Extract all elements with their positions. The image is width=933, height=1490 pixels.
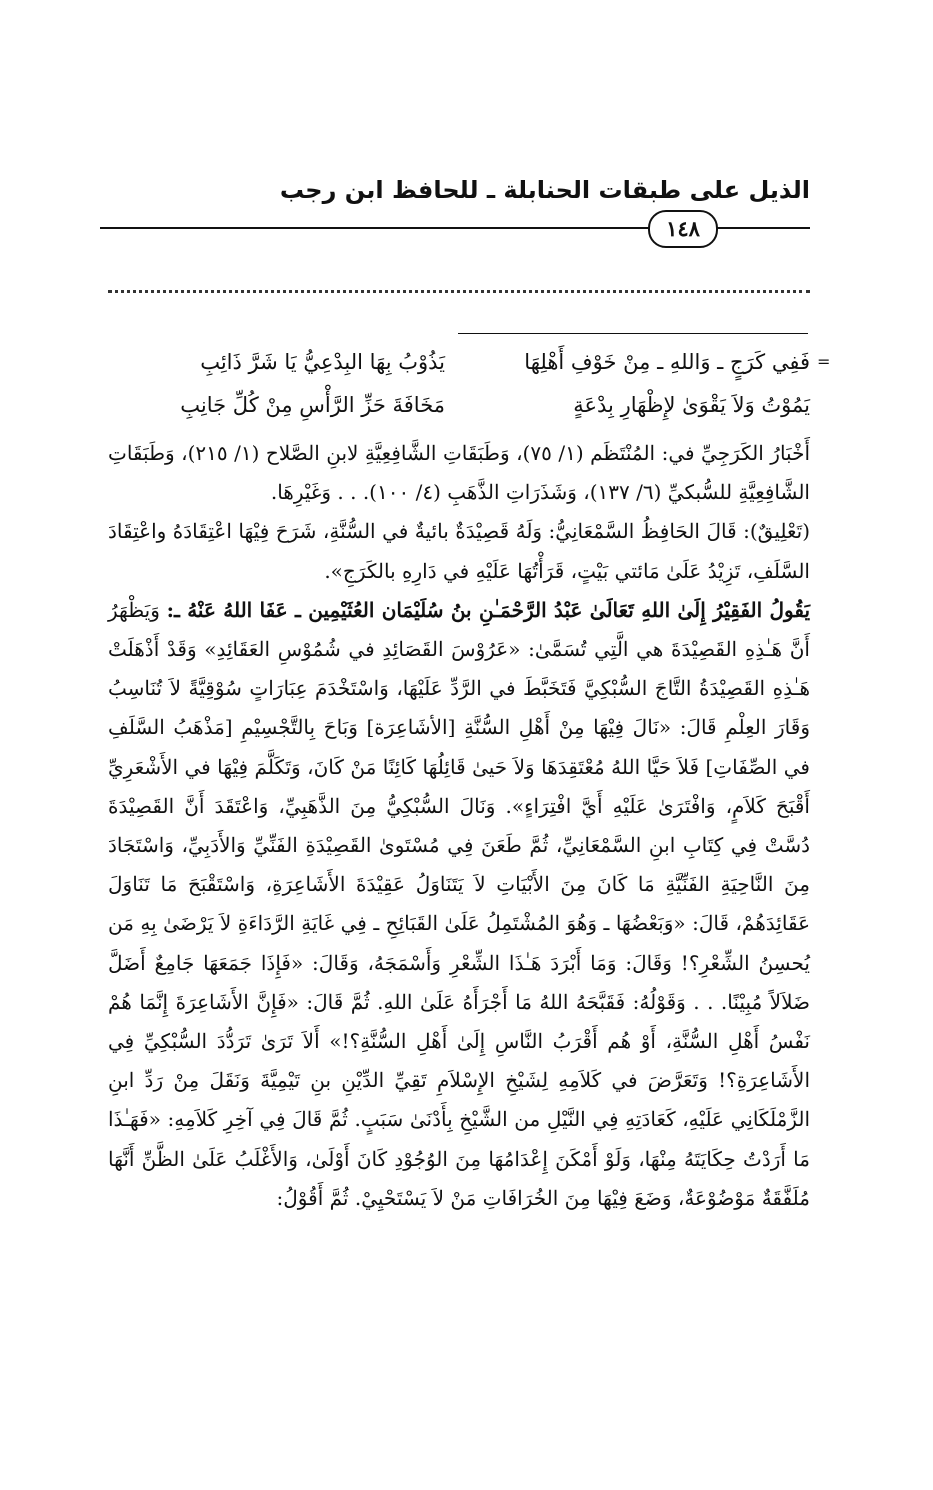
body-text [108,434,810,1218]
verse-line [115,393,810,429]
footnote-rule [458,333,808,334]
verse-first-hemistich: فَفِي كَرَجٍ ـ وَاللهِ ـ مِنْ خَوْفِ أَهْلِهَا [524,350,810,374]
paragraph-editor-note [108,591,810,1218]
page-number-badge: ١٤٨ [648,210,718,248]
paragraph-text: أَخْبَارُ الكَرَجِيِّ في: المُنْتَظَم (١/ ٧٥)، وَطَبَقَاتِ الشَّافِعِيَّةِ لابنِ الصَّلاح (١/ ٢١٥)، وَطَبَقَاتِ الشَّافِعِيَّةِ للسُّبكيِّ (٦/ ١٣٧)، وَشَذَرَاتِ الذَّهَبِ (٤/ ١٠٠). . . وَغَيْرِهَا. [108,441,811,505]
paragraph-text: (تَعْلِيقٌ): قَالَ الحَافِظُ السَّمْعَانِيُّ: وَلَهُ قَصِيْدَةٌ بائيةٌ في السُّنَّةِ، شَرَحَ فِيْهَا اعْتِقَادَهُ واعْتِقَادَ السَّلَفِ، تَزِيْدُ عَلَىٰ مَائتي بَيْتٍ، قَرَأْتُهَا عَلَيْهِ في دَارِهِ بالكَرَجِ». [108,519,810,583]
verse-first-hemistich: يَمُوْتُ وَلاَ يَقْوَىٰ لإِظْهَارِ بِدْعَةٍ [573,393,810,417]
dotted-separator [108,290,810,293]
paragraph-lead: يَقُولُ الفَقِيْرُ إِلَىٰ اللهِ تَعَالَىٰ عَبْدُ الرَّحْمَـٰنِ بنُ سُلَيْمَان العُثَيْمِين ـ عَفَا اللهُ عَنْهُ ـ: [166,597,811,622]
running-title: الذيل على طبقات الحنابلة ـ للحافظ ابن رجب [279,176,810,204]
continuation-mark: = [817,352,831,371]
verse-line [115,350,810,386]
verse-second-hemistich: يَذُوْبُ بِهَا البِدْعِيُّ يَا شَرَّ ذَائِبِ [200,350,445,374]
paragraph-sources [108,434,810,512]
paragraph-text: وَيَظْهَرُ أَنَّ هَـٰذِهِ القَصِيْدَةَ هي الَّتِي تُسَمَّىٰ: «عَرُوْسَ القَصَائِدِ في شُمُوْسِ العَقَائِدِ» وَقَدْ أَذْهَلَتْ هَـٰذِهِ القَصِيْدَةُ التَّاجَ السُّبْكِيَّ فَتَخَبَّطَ في الرَّدِّ عَلَيْهَا، وَاسْتَخْدَمَ عِبَارَاتٍ سُوْقِيَّةً لاَ تُنَاسِبُ وَقَارَ العِلْمِ قَالَ: «نَالَ فِيْهَا مِنْ أَهْلِ السُّنَّةِ [الأشَاعِرَة] وَبَاحَ بِالتَّجْسِيْمِ [مَذْهَبُ السَّلَفِ في الصِّفَاتِ] فَلاَ حَيَّا اللهُ مُعْتَقِدَهَا وَلاَ حَيىٰ قَائِلُهَا كَائِنًا مَنْ كَانَ، وَتَكَلَّمَ فِيْهَا في الأَشْعَرِيِّ أَقْبَحَ كَلاَمٍ، وَافْتَرَىٰ عَلَيْهِ أَيَّ افْتِرَاءٍ». وَنَالَ السُّبْكِيُّ مِنَ الذَّهَبِيِّ، وَاعْتَقَدَ أَنَّ القَصِيْدَةَ دُسَّتْ فِي كِتَابِ ابنِ السَّمْعَانِيِّ، ثُمَّ طَعَنَ فِي مُسْتَوىٰ القَصِيْدَةِ الفَنِّيِّ وَالأَدَبِيِّ، وَاسْتَجَادَ مِنَ النَّاحِيَةِ الفَنِّيَّةِ مَا كَانَ مِنَ الأَبْيَاتِ لاَ يَتَنَاوَلُ عَقِيْدَةَ الأَشَاعِرَةِ، وَاسْتَقْبَحَ مَا تَنَاوَلَ عَقَائِدَهُمْ، قَالَ: «وَبَعْضُهَا ـ وَهُوَ المُشْتَمِلُ عَلَىٰ القَبَائِحِ ـ فِي غَايَةِ الرَّدَاءَةِ لاَ يَرْضَىٰ بِهِ مَن يُحسِنُ الشِّعْرِ؟! وَقَالَ: وَمَا أَبْرَدَ هَـٰذَا الشِّعْرِ وَأَسْمَجَهُ، وَقَالَ: «فَإِذَا جَمَعَهَا جَامِعٌ أَضَلَّ ضَلاَلاً مُبِيْنًا. . . وَقَوْلُهُ: فَقَبَّحَهُ اللهُ مَا أَجْرَأَهُ عَلَىٰ اللهِ. ثُمَّ قَالَ: «فَإِنَّ الأَشَاعِرَةَ إِنَّمَا هُمْ نَفْسُ أَهْلِ السُّنَّةِ، أَوْ هُم أَقْرَبُ النَّاسِ إِلَىٰ أَهْلِ السُّنَّةِ؟!» أَلاَ تَرَىٰ تَرَدُّدَ السُّبْكِيِّ فِي الأَشَاعِرَةِ؟! وَتَعَرَّضَ في كَلاَمِهِ لِشَيْخِ الإِسْلاَمِ تَقِيِّ الدِّيْنِ بنِ تَيْمِيَّةَ وَنَقَلَ مِنْ رَدِّ ابنِ الزَّمْلَكَانِي عَلَيْهِ، كَعَادَتِهِ فِي النَّيْلِ من الشَّيْخِ بِأَدْنَىٰ سَبَبٍ. ثُمَّ قَالَ فِي آخِرِ كَلاَمِهِ: «فَهَـٰذَا مَا أَرَدْتُ حِكَايَتَهُ مِنْهَا، وَلَوْ أَمْكَنَ إِعْدَامُهَا مِنَ الوُجُوْدِ كَانَ أَوْلَىٰ، وَالأَغْلَبُ عَلَىٰ الظَّنِّ أَنَّهَا مُلَفَّقَةٌ مَوْضُوْعَةٌ، وَضَعَ فِيْهَا مِنَ الخُرَافَاتِ مَنْ لاَ يَسْتَحْيِيْ. ثُمَّ أَقُوْلُ: [108,597,810,1210]
paragraph-comment [108,512,810,590]
verse-second-hemistich: مَخَافَةَ حَزِّ الرَّأْسِ مِنْ كُلِّ جَانِبِ [180,393,445,417]
